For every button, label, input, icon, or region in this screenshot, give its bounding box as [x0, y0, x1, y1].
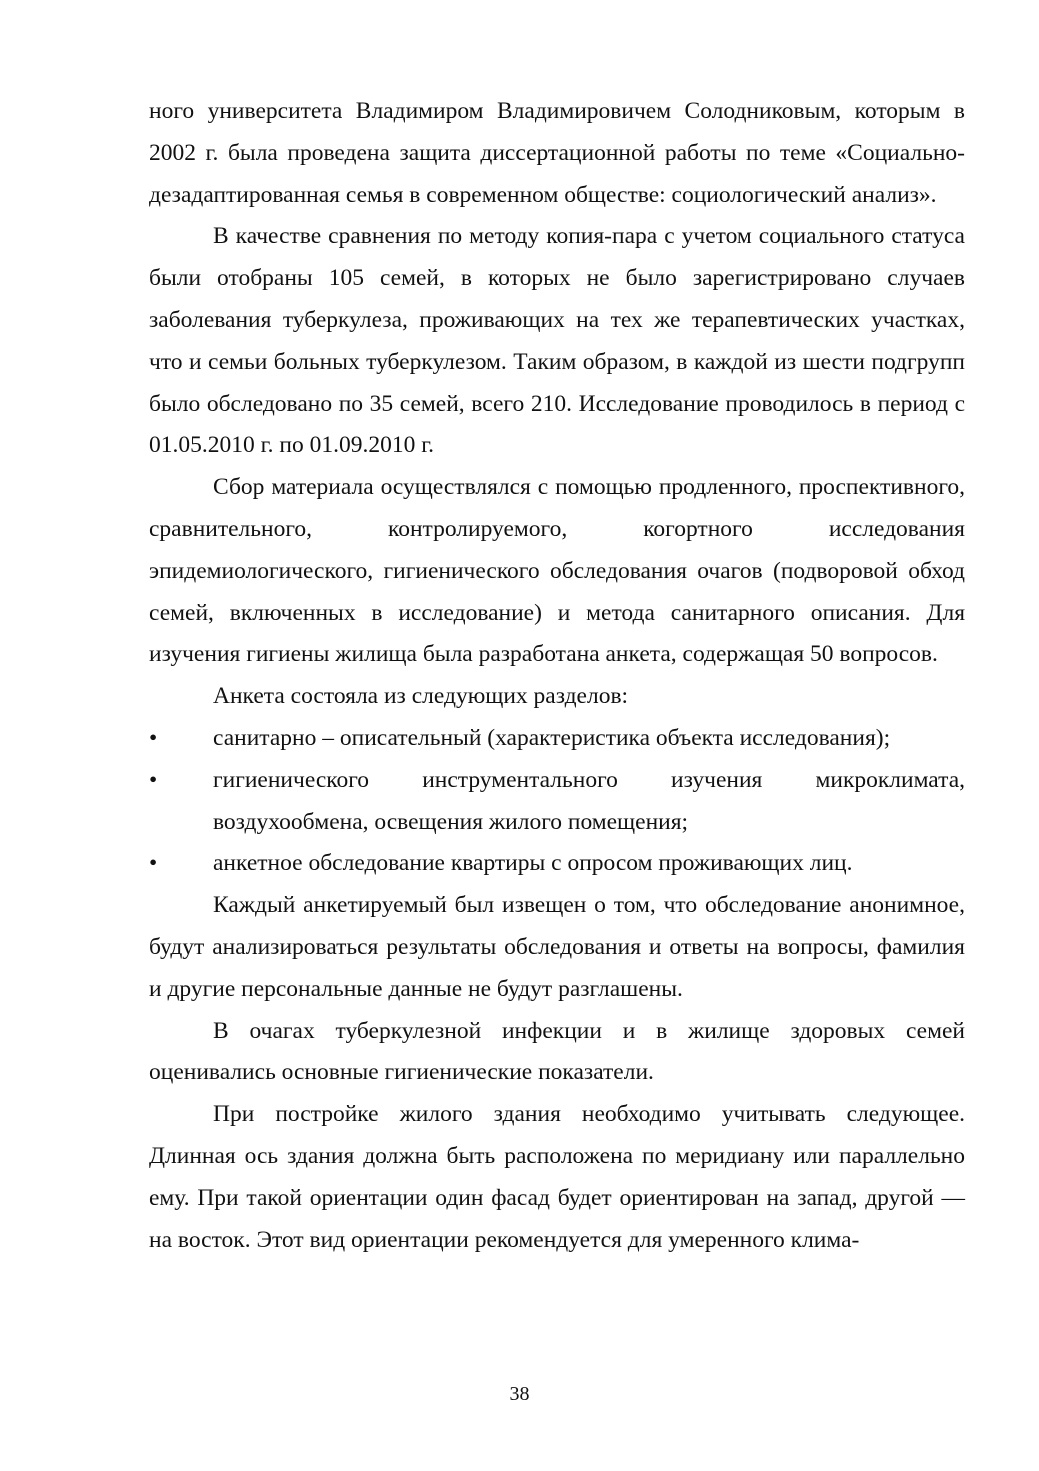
bullet-icon: • [149, 724, 158, 751]
list-item-text: санитарно – описательный (характеристика объекта исследования); [213, 724, 891, 751]
questionnaire-sections-list [149, 718, 965, 885]
paragraph-6: В очагах туберкулезной инфекции и в жилище здоровых семей оценивались основные гигиенические показатели. [149, 1017, 965, 1086]
list-item [149, 718, 965, 760]
body-text [149, 91, 965, 1261]
paragraph-5: Каждый анкетируемый был извещен о том, что обследование анонимное, будут анализироваться результаты обследования и ответы на вопросы, фамилия и другие персональные данные не будут разглашены. [149, 892, 965, 1002]
list-item [149, 843, 965, 885]
paragraph-3: Сбор материала осуществлялся с помощью продленного, проспективного, сравнительного, контролируемого, когортного исследования эпидемиологического, гигиенического обследования очагов (подворовой обход семей, включенных в исследование) и метода санитарного описания. Для изучения гигиены жилища была разработана анкета, содержащая 50 вопросов. [149, 474, 965, 668]
list-item [149, 760, 965, 844]
bullet-icon: • [149, 766, 158, 793]
page-number: 38 [509, 1383, 530, 1405]
bullet-icon: • [149, 850, 158, 877]
paragraph-1: ного университета Владимиром Владимировичем Солодниковым, которым в 2002 г. была проведена защита диссертационной работы по теме «Социально-дезадаптированная семья в современном обществе: социологический анализ». [149, 98, 965, 208]
paragraph-4: Анкета состояла из следующих разделов: [213, 683, 629, 710]
paragraph-7: При постройке жилого здания необходимо учитывать следующее. Длинная ось здания должна быть расположена по меридиану или параллельно ему. При такой ориентации один фасад будет ориентирован на запад, другой — на восток. Этот вид ориентации рекомендуется для умеренного клима- [149, 1101, 965, 1253]
paragraph-2: В качестве сравнения по методу копия-пара с учетом социального статуса были отобраны 105 семей, в которых не было зарегистрировано случаев заболевания туберкулеза, проживающих на тех же терапевтических участках, что и семьи больных туберкулезом. Таким образом, в каждой из шести подгрупп было обследовано по 35 семей, всего 210. Исследование проводилось в период с 01.05.2010 г. по 01.09.2010 г. [149, 223, 965, 459]
list-item-text: гигиенического инструментального изучения микроклимата, воздухообмена, освещения жилого помещения; [213, 766, 965, 835]
list-item-text: анкетное обследование квартиры с опросом проживающих лиц. [213, 850, 853, 877]
